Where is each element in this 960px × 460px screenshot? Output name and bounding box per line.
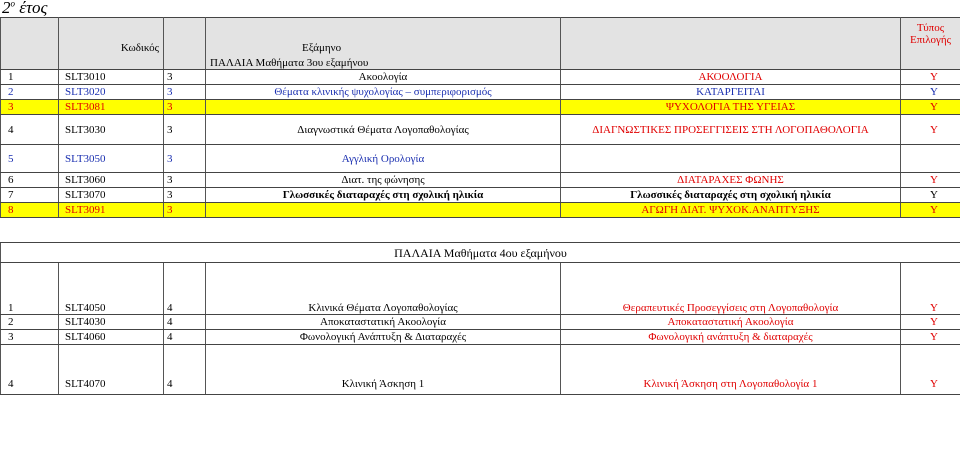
selection-type: Υ xyxy=(901,330,960,345)
row-number: 6 xyxy=(1,173,59,188)
row-number: 4 xyxy=(1,115,59,145)
table-row xyxy=(1,203,960,218)
table-row xyxy=(1,315,960,330)
selection-type: Υ xyxy=(901,85,960,100)
row-number: 8 xyxy=(1,203,59,218)
new-course-name: ΨΥΧΟΛΟΓΙΑ ΤΗΣ ΥΓΕΙΑΣ xyxy=(561,100,901,115)
course-code: SLT3060 xyxy=(59,173,164,188)
table-row xyxy=(1,70,960,85)
semester-cell: 4 xyxy=(164,330,206,345)
semester-cell: 3 xyxy=(164,115,206,145)
table-row xyxy=(1,263,960,315)
new-course-name: Γλωσσικές διαταραχές στη σχολική ηλικία xyxy=(561,188,901,203)
section2-heading-row xyxy=(1,243,960,263)
row-number: 3 xyxy=(1,100,59,115)
title-superscript: ο xyxy=(10,0,15,9)
semester-cell: 3 xyxy=(164,173,206,188)
old-course-name: Κλινική Άσκηση 1 xyxy=(206,345,561,395)
new-course-name: ΚΑΤΑΡΓΕΙΤΑΙ xyxy=(561,85,901,100)
row-number: 2 xyxy=(1,315,59,330)
selection-type: Υ xyxy=(901,315,960,330)
row-number: 1 xyxy=(1,263,59,315)
semester-cell: 3 xyxy=(164,145,206,173)
course-code: SLT3070 xyxy=(59,188,164,203)
old-course-name: Ακοολογία xyxy=(206,70,561,85)
course-code: SLT3010 xyxy=(59,70,164,85)
title-number: 2 xyxy=(2,0,11,17)
table-row xyxy=(1,188,960,203)
course-code: SLT3050 xyxy=(59,145,164,173)
selection-type: Υ xyxy=(901,100,960,115)
selection-type: Υ xyxy=(901,173,960,188)
old-course-name: Θέματα κλινικής ψυχολογίας – συμπεριφορισμός xyxy=(206,85,561,100)
new-course-name: ΔΙΑΓΝΩΣΤΙΚΕΣ ΠΡΟΣΕΓΓΙΣΕΙΣ ΣΤΗ ΛΟΓΟΠΑΘΟΛΟΓΙΑ xyxy=(561,115,901,145)
course-code: SLT3030 xyxy=(59,115,164,145)
new-course-name: Θεραπευτικές Προσεγγίσεις στη Λογοπαθολογία xyxy=(561,263,901,315)
course-code: SLT3020 xyxy=(59,85,164,100)
new-course-name: ΑΚΟΟΛΟΓΙΑ xyxy=(561,70,901,85)
old-course-name: Γλωσσικές διαταραχές στη σχολική ηλικία xyxy=(206,188,561,203)
row-number: 2 xyxy=(1,85,59,100)
old-course-name: Διατ. της φώνησης xyxy=(206,173,561,188)
old-course-name: Κλινικά Θέματα Λογοπαθολογίας xyxy=(206,263,561,315)
course-code: SLT4070 xyxy=(59,345,164,395)
header-semester: Εξάμηνο xyxy=(206,18,561,56)
title-word: έτος xyxy=(15,0,48,17)
row-number: 1 xyxy=(1,70,59,85)
course-code: SLT3091 xyxy=(59,203,164,218)
semester-cell: 4 xyxy=(164,315,206,330)
semester-cell: 3 xyxy=(164,188,206,203)
new-course-name: Κλινική Άσκηση στη Λογοπαθολογία 1 xyxy=(561,345,901,395)
selection-type: Υ xyxy=(901,203,960,218)
new-course-name: Αποκαταστατική Ακοολογία xyxy=(561,315,901,330)
table-row xyxy=(1,330,960,345)
semester-cell: 4 xyxy=(164,263,206,315)
semester-cell: 3 xyxy=(164,70,206,85)
row-number: 4 xyxy=(1,345,59,395)
selection-type: Υ xyxy=(901,263,960,315)
selection-type: Υ xyxy=(901,188,960,203)
new-course-name: ΔΙΑΤΑΡΑΧΕΣ ΦΩΝΗΣ xyxy=(561,173,901,188)
old-course-name: Διαγνωστικά Θέματα Λογοπαθολογίας xyxy=(206,115,561,145)
table-row xyxy=(1,115,960,145)
course-table xyxy=(0,17,960,395)
new-course-name: ΑΓΩΓΗ ΔΙΑΤ. ΨΥΧΟΚ.ΑΝΑΠΤΥΞΗΣ xyxy=(561,203,901,218)
course-code: SLT4060 xyxy=(59,330,164,345)
selection-type: Υ xyxy=(901,115,960,145)
old-course-name: Αποκαταστατική Ακοολογία xyxy=(206,315,561,330)
selection-type: Υ xyxy=(901,70,960,85)
header-row xyxy=(1,18,960,56)
semester-cell: 4 xyxy=(164,345,206,395)
table-row xyxy=(1,100,960,115)
old-course-name: Φωνολογική Ανάπτυξη & Διαταραχές xyxy=(206,330,561,345)
header-type: Τύπος Επιλογής xyxy=(901,18,960,56)
row-number: 5 xyxy=(1,145,59,173)
semester-cell: 3 xyxy=(164,203,206,218)
new-course-name xyxy=(561,145,901,173)
old-course-name xyxy=(206,100,561,115)
row-number: 7 xyxy=(1,188,59,203)
section2-heading: ΠΑΛΑΙΑ Μαθήματα 4ου εξαμήνου xyxy=(1,243,960,263)
table-row xyxy=(1,173,960,188)
semester-cell: 3 xyxy=(164,100,206,115)
course-code: SLT4050 xyxy=(59,263,164,315)
course-code: SLT3081 xyxy=(59,100,164,115)
table-row xyxy=(1,85,960,100)
row-number: 3 xyxy=(1,330,59,345)
new-course-name: Φωνολογική ανάπτυξη & διαταραχές xyxy=(561,330,901,345)
header-code: Κωδικός xyxy=(59,18,164,56)
semester-cell: 3 xyxy=(164,85,206,100)
page-title xyxy=(2,0,47,18)
old-course-name xyxy=(206,203,561,218)
section1-heading-row xyxy=(1,56,960,70)
old-course-name: Αγγλική Ορολογία xyxy=(206,145,561,173)
table-row xyxy=(1,345,960,395)
course-code: SLT4030 xyxy=(59,315,164,330)
selection-type xyxy=(901,145,960,173)
section1-heading: ΠΑΛΑΙΑ Μαθήματα 3ου εξαμήνου xyxy=(206,56,561,70)
selection-type: Υ xyxy=(901,345,960,395)
table-row xyxy=(1,145,960,173)
